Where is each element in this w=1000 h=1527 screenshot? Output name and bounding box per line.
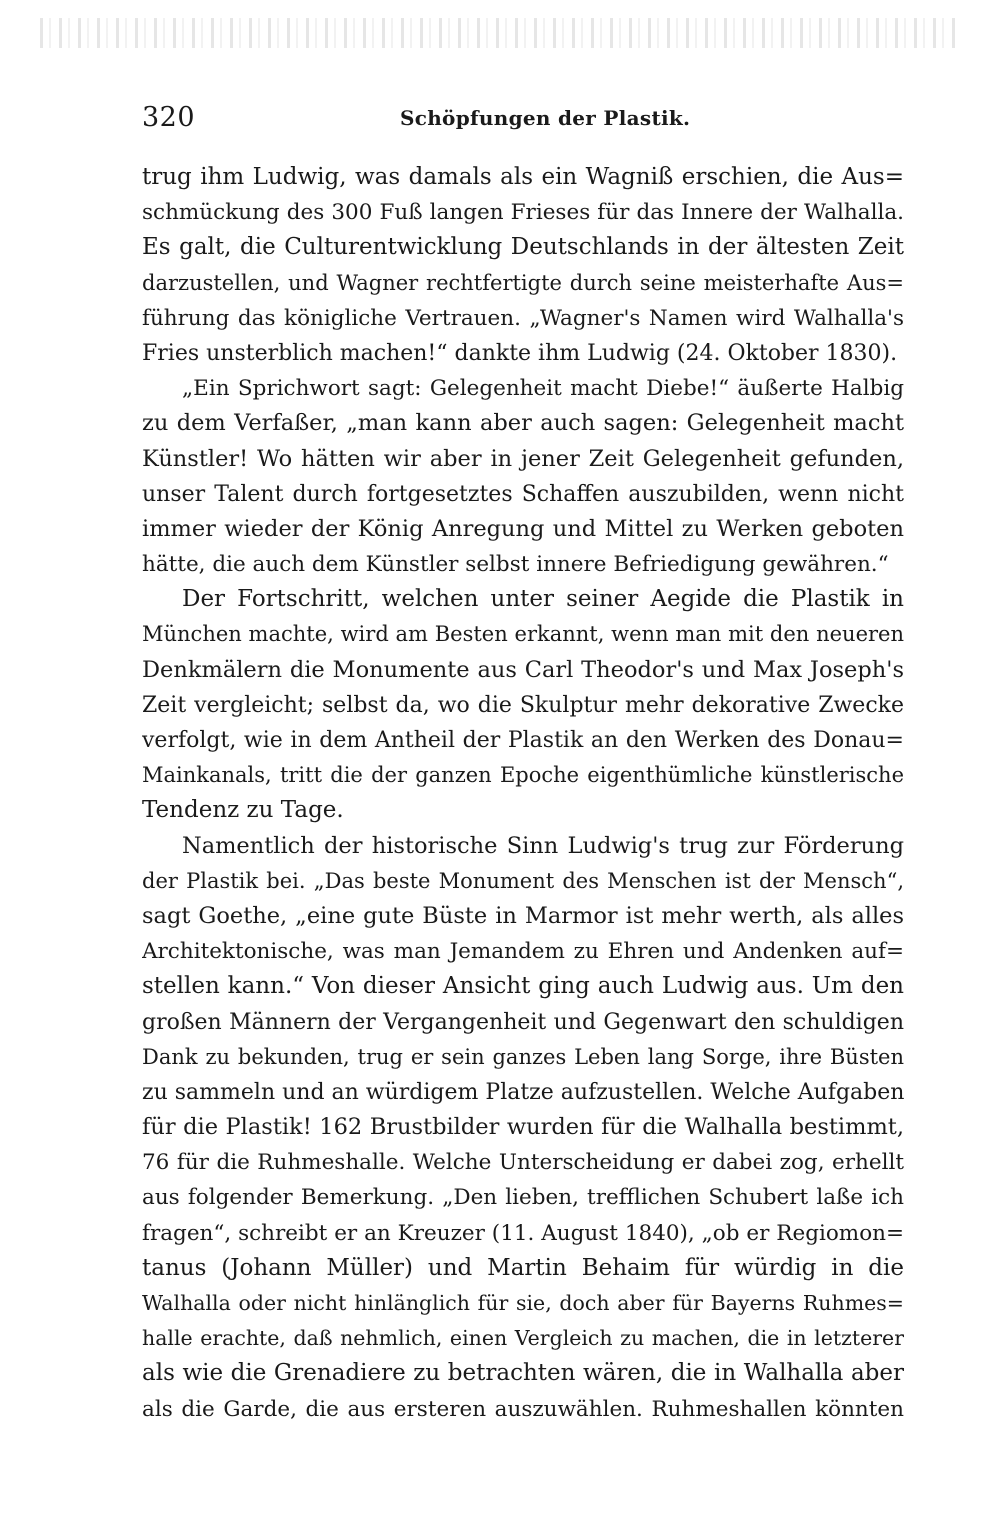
text-line: als wie die Grenadiere zu betrachten wären, die in Walhalla aber xyxy=(142,1360,904,1387)
body-text xyxy=(142,160,904,1427)
text-line: sagt Goethe, „eine gute Büste in Marmor ist mehr werth, als alles xyxy=(142,902,904,929)
text-line: 76 für die Ruhmeshalle. Welche Unterscheidung er dabei zog, erhellt xyxy=(142,1150,904,1176)
text-line: zu dem Verfaßer, „man kann aber auch sagen: Gelegenheit macht xyxy=(142,410,904,437)
text-line: führung das königliche Vertrauen. „Wagner's Namen wird Walhalla's xyxy=(142,305,904,331)
text-line: Der Fortschritt, welchen unter seiner Aegide die Plastik in xyxy=(182,586,904,613)
page-header xyxy=(142,98,902,138)
text-line: darzustellen, und Wagner rechtfertigte durch seine meisterhafte Aus= xyxy=(142,270,904,295)
text-line: Tendenz zu Tage. xyxy=(142,797,344,824)
text-line: unser Talent durch fortgesetztes Schaffen auszubilden, wenn nicht xyxy=(142,481,904,507)
text-line: verfolgt, wie in dem Antheil der Plastik an den Werken des Donau= xyxy=(142,728,904,753)
text-line: großen Männern der Vergangenheit und Gegenwart den schuldigen xyxy=(142,1009,904,1035)
text-line: Zeit vergleicht; selbst da, wo die Skulptur mehr dekorative Zwecke xyxy=(142,692,904,718)
text-line: trug ihm Ludwig, was damals als ein Wagniß erschien, die Aus= xyxy=(142,164,904,190)
text-line: Walhalla oder nicht hinlänglich für sie, doch aber für Bayerns Ruhmes= xyxy=(142,1291,904,1315)
text-line: der Plastik bei. „Das beste Monument des Menschen ist der Mensch“, xyxy=(142,868,904,893)
text-line: Denkmälern die Monumente aus Carl Theodor's und Max Joseph's xyxy=(142,656,904,683)
text-line: Namentlich der historische Sinn Ludwig's trug zur Förderung xyxy=(182,832,904,859)
text-line: Architektonische, was man Jemandem zu Ehren und Andenken auf= xyxy=(142,939,904,965)
text-line: tanus (Johann Müller) und Martin Behaim für würdig in die xyxy=(142,1254,904,1281)
text-line: fragen“, schreibt er an Kreuzer (11. August 1840), „ob er Regiomon= xyxy=(142,1220,904,1246)
text-line: „Ein Sprichwort sagt: Gelegenheit macht Diebe!“ äußerte Halbig xyxy=(182,376,904,402)
text-line: stellen kann.“ Von dieser Ansicht ging auch Ludwig aus. Um den xyxy=(142,973,904,1000)
text-line: zu sammeln und an würdigem Platze aufzustellen. Welche Aufgaben xyxy=(142,1079,904,1105)
text-line: halle erachte, daß nehmlich, einen Vergleich zu machen, die in letzterer xyxy=(142,1326,904,1351)
text-line: München machte, wird am Besten erkannt, wenn man mit den neueren xyxy=(142,622,904,647)
text-line: schmückung des 300 Fuß langen Frieses für das Innere der Walhalla. xyxy=(142,200,904,226)
text-line: für die Plastik! 162 Brustbilder wurden für die Walhalla bestimmt, xyxy=(142,1114,904,1141)
page-number: 320 xyxy=(142,102,196,133)
text-line: als die Garde, die aus ersteren auszuwählen. Ruhmeshallen könnten xyxy=(142,1396,904,1422)
text-line: Dank zu bekunden, trug er sein ganzes Leben lang Sorge, ihre Büsten xyxy=(142,1044,904,1069)
text-line: hätte, die auch dem Künstler selbst innere Befriedigung gewähren.“ xyxy=(142,552,889,578)
scan-artifact-strip xyxy=(40,18,960,48)
text-line: Fries unsterblich machen!“ dankte ihm Ludwig (24. Oktober 1830). xyxy=(142,340,898,366)
running-title: Schöpfungen der Plastik. xyxy=(400,106,691,130)
text-line: immer wieder der König Anregung und Mittel zu Werken geboten xyxy=(142,515,904,542)
text-line: Mainkanals, tritt die der ganzen Epoche eigenthümliche künstlerische xyxy=(142,763,904,788)
text-line: Es galt, die Culturentwicklung Deutschlands in der ältesten Zeit xyxy=(142,234,904,261)
text-line: aus folgender Bemerkung. „Den lieben, trefflichen Schubert laße ich xyxy=(142,1185,904,1211)
text-line: Künstler! Wo hätten wir aber in jener Zeit Gelegenheit gefunden, xyxy=(142,445,904,472)
